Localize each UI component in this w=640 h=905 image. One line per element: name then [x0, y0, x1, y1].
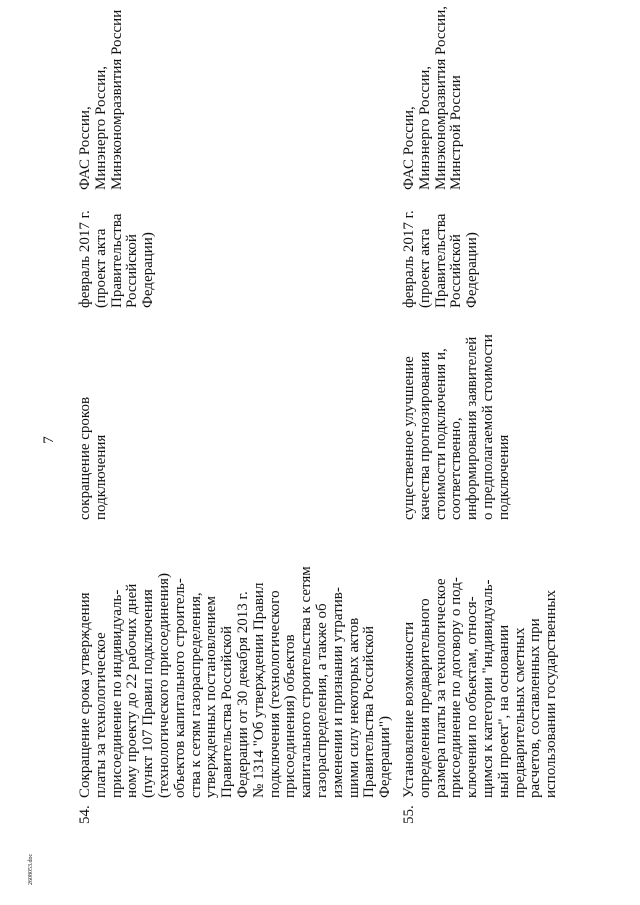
expected-result-text: существенное улучшение качества прогнозирования стоимости подключения и, соответственно, информирования заявителей о предполагаемой стоимости подключения: [401, 334, 512, 520]
rotated-document-page: [40, 6, 560, 830]
measure-text: Установление возможности определения предварительного размера платы за технологическое присоединение по договору о под- ключении по объектам, относя- щимся к категории "индивидуаль- ный проект", на основании предварительных сметных расчетов, составленных при использовании государственных: [401, 577, 560, 798]
page-number: 7: [41, 436, 57, 444]
responsible-text: ФАС России, Минэнерго России, Минэкономразвития России: [77, 9, 125, 190]
expected-result-text: сокращение сроков подключения: [77, 396, 109, 520]
file-footer: 2608053.doc: [28, 853, 34, 885]
deadline-text: февраль 2017 г. (проект акта Правительства Российской Федерации): [77, 210, 157, 308]
row-number: 54.: [77, 805, 93, 824]
row-number: 55.: [401, 805, 417, 824]
deadline-text: февраль 2017 г. (проект акта Правительства Российской Федерации): [401, 210, 481, 308]
responsible-text: ФАС России, Минэнерго России, Минэкономразвития России, Минстрой России: [401, 6, 465, 190]
measure-text: Сокращение срока утверждения платы за технологическое присоединение по индивидуаль- ному проекту до 22 рабочих дней (пункт 107 Правил подключения (технологического присоединения) объектов капитального строитель- ства к сетям газораспределения, утвержденных постановлением Правительства Российской Федерации от 30 декабря 2013 г. № 1314 "Об утверждении Правил подключения (технологического присоединения) объектов капитального строительства к сетям газораспределения, а также об изменении и признании утратив- шими силу некоторых актов Правительства Российской Федерации"): [77, 566, 394, 798]
